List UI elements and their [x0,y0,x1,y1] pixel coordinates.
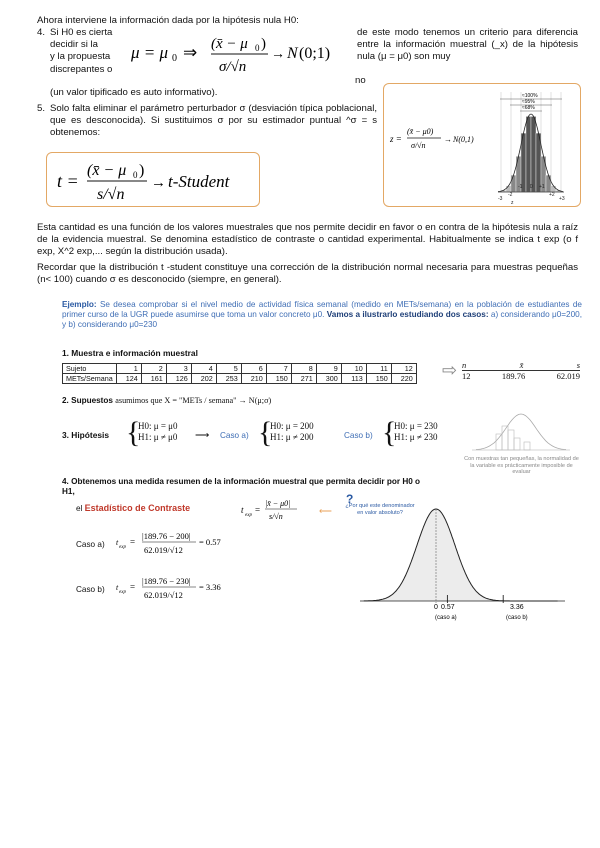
normal-figure-box [383,83,581,207]
item4-left-line: discrepantes o [50,63,113,75]
item4-left-line: y la propuesta [50,51,111,63]
svg-text:t =: t = [57,171,79,191]
svg-text:→: → [151,175,166,191]
table-cell-subject: 2 [141,364,166,374]
table-cell-subject: 8 [291,364,316,374]
t-distribution-graphic [350,495,575,630]
svg-text:62.019/√12: 62.019/√12 [144,545,183,555]
sample-summary [462,360,580,381]
axis-z-label: z [511,200,514,206]
example-cases: a) considerando μ0=200, y b) considerando μ0=230 [62,310,582,329]
item4-tail: no [355,75,366,86]
axis-label: +3 [559,196,565,202]
pct-label: ≈95% [522,99,535,105]
case-a-formula-graphic [116,528,246,558]
svg-text:σ/√n: σ/√n [411,141,426,150]
statistic-label: Estadístico de Contraste [84,503,191,513]
svg-text:exp: exp [119,590,126,595]
curve-label: 0.57 [441,604,455,611]
table-cell-subject: 10 [341,364,366,374]
example-text [62,300,582,330]
section3-title: 3. Hipótesis [62,430,110,440]
statistic-formula-graphic [241,495,316,525]
hyp-line: H1: μ ≠ 200 [270,432,314,442]
case-b-formula [116,573,246,603]
svg-text:exp: exp [119,545,126,550]
axis-label: -1 [518,184,523,190]
normal-bar [531,116,536,192]
table-cell-value: 210 [241,374,266,384]
svg-text:s/√n: s/√n [269,512,283,521]
paragraph-tstudent: Recordar que la distribución t -student constituye una corrección de la distribución normal necesaria para muestras pequeñas (n< 100) cuando σ es desconocido (siempre, en general). [37,262,578,286]
table-cell-subject: 3 [166,364,191,374]
svg-text:t: t [241,505,244,515]
arrow-right-icon: ⟶ [195,430,210,441]
hyp-line: H0: μ = 200 [270,421,314,431]
case-b-label-4: Caso b) [76,585,105,594]
section4-title: 4. Obtenemos una medida resumen de la información muestral que permita decidir por H0 o H1, [62,477,421,496]
table-cell-value: 113 [341,374,366,384]
t-distribution-chart [350,495,575,630]
hyp-line: H0: μ = μ0 [138,421,178,431]
normality-sketch-graphic [466,404,576,456]
case-a-label-4: Caso a) [76,540,105,549]
svg-text:(0;1): (0;1) [299,45,331,62]
svg-text:N(0,1): N(0,1) [453,135,474,144]
table-cell-subject: 1 [116,364,141,374]
case-b-label: Caso b) [344,431,373,440]
normal-bar [526,116,531,192]
example-label: Ejemplo: [62,300,97,309]
svg-text:μ = μ: μ = μ [131,43,169,62]
table-cell-subject: 6 [241,364,266,374]
svg-text:=: = [130,582,136,592]
table-cell-subject: 12 [391,364,416,374]
svg-text:(x̄ − μ: (x̄ − μ [211,36,248,52]
summary-header: s [576,360,580,370]
tstudent-formula-graphic [47,153,259,206]
curve-label: 3.36 [510,604,524,611]
brace-icon: { [382,416,397,449]
case-a-label: Caso a) [220,431,249,440]
table-cell-value: 202 [191,374,216,384]
section2-text: asumimos que X = "METs / semana" → N(μ;σ) [115,396,272,405]
normality-sketch [466,404,576,456]
hyp-case-a [270,421,314,443]
sample-table-wrap [62,363,417,384]
table-cell-value: 124 [116,374,141,384]
summary-values [462,371,580,381]
svg-text:=: = [255,505,261,515]
svg-text:N: N [287,45,298,62]
item4-last-line: (un valor tipificado es auto informativo). [50,87,218,98]
tstudent-formula-box [46,152,260,207]
item4-left-line: decidir si la [50,39,98,51]
item4-right-text: de este modo tenemos un criterio para diferencia entre la información muestral (_x) de la hipótesis nula (μ = μ0) son muy [357,27,578,63]
section4-statistic-line [76,503,190,514]
table-cell-value: 150 [366,374,391,384]
sample-table [62,363,417,384]
callout-text: ¿Por qué este denominador en valor absoluto? [345,503,415,516]
svg-text:= 3.36: = 3.36 [199,582,221,592]
svg-text:exp: exp [245,513,252,518]
svg-text:(x̄ − μ: (x̄ − μ [87,162,127,179]
table-row-header: METs/Semana [63,374,117,384]
summary-value: 189.76 [501,371,526,381]
item4-left-text [50,27,130,76]
svg-text:t-Student: t-Student [168,172,230,191]
table-row-header: Sujeto [63,364,117,374]
summary-header: x̄ [519,360,524,370]
svg-text:|189.76 − 200|: |189.76 − 200| [142,531,191,541]
table-cell-subject: 9 [316,364,341,374]
axis-label: 0 [530,184,533,190]
table-cell-subject: 5 [216,364,241,374]
item5-text: Solo falta eliminar el parámetro perturbador σ (desviación típica poblacional, que es desconocida). Si sustituimos σ por su estimador puntual ^σ = s obtenemos: [50,103,377,139]
svg-text:(x̄ − μ0): (x̄ − μ0) [407,127,434,136]
axis-label: +2 [549,192,555,198]
svg-text:0: 0 [133,170,138,180]
svg-text:s/√n: s/√n [97,186,125,203]
curve-case-label: (caso b) [506,615,528,621]
table-cell-value: 161 [141,374,166,384]
normal-bar [546,175,551,192]
normal-bar [511,175,516,192]
normality-note: Con muestras tan pequeñas, la normalidad de la variable es prácticamente imposible de evaluar [464,456,579,476]
case-a-formula [116,528,246,558]
svg-text:→: → [271,47,285,62]
table-cell-value: 253 [216,374,241,384]
table-cell-value: 300 [316,374,341,384]
pct-label: ≈68% [522,105,535,111]
hyp-general [138,421,177,443]
hyp-line: H1: μ ≠ 230 [394,432,438,442]
axis-label: -3 [498,196,503,202]
svg-text:0: 0 [172,53,177,64]
table-cell-value: 126 [166,374,191,384]
curve-case-label: (caso a) [435,615,457,621]
svg-text:σ/√n: σ/√n [219,59,247,75]
svg-text:z =: z = [390,134,402,144]
table-cell-value: 271 [291,374,316,384]
case-b-formula-graphic [116,573,246,603]
statistic-formula [241,495,316,525]
summary-header: n [462,360,467,370]
svg-text:= 0.57: = 0.57 [199,537,221,547]
section2-title: 2. Supuestos [62,396,113,405]
example-bold: Vamos a ilustrarlo estudiando dos casos: [326,310,489,319]
svg-text:): ) [139,162,145,179]
svg-text:⇒: ⇒ [183,43,198,62]
axis-label: +1 [539,184,545,190]
table-cell-subject: 11 [366,364,391,374]
table-cell-value: 150 [266,374,291,384]
section1-title: 1. Muestra e información muestral [62,348,198,358]
brace-icon: { [126,416,141,449]
header-text: Ahora interviene la información dada por la hipótesis nula H0: [37,15,299,26]
statistic-prefix: el [76,504,83,513]
summary-value: 62.019 [556,371,580,381]
svg-text:t: t [116,583,119,592]
axis-label: -2 [508,192,513,198]
svg-text:=: = [130,537,136,547]
svg-text:): ) [261,36,266,52]
item4-left-line: Si H0 es cierta [50,27,113,38]
table-cell-subject: 7 [266,364,291,374]
arrow-left-icon: ⟵ [319,506,332,516]
item4-formula [131,28,353,78]
hyp-line: H1: μ ≠ μ0 [138,432,178,442]
summary-value: 12 [462,371,471,381]
item4-formula-graphic [131,28,353,78]
svg-text:t: t [116,538,119,547]
item5-number: 5. [37,103,46,114]
svg-text:|x̄ − μ0|: |x̄ − μ0| [265,499,291,508]
svg-text:0: 0 [255,43,260,53]
question-icon: ? [346,492,354,506]
hyp-line: H0: μ = 230 [394,421,438,431]
hyp-case-b [394,421,438,443]
pct-label: ≈100% [522,93,538,99]
brace-icon: { [258,416,273,449]
arrow-icon: ⇨ [442,360,458,380]
svg-text:|189.76 − 230|: |189.76 − 230| [142,576,191,586]
paragraph-statistic: Esta cantidad es una función de los valores muestrales que nos permite decidir en favor o en contra de la hipótesis nula a raíz de la evidencia muestral. Se denomina estadístico de contraste o cantidad experimental. Habitualmente se indica t exp (o f exp, X^2 exp,... según la distribución usada). [37,222,578,258]
item4-number: 4. [37,27,46,38]
table-cell-subject: 4 [191,364,216,374]
section2 [62,396,271,406]
summary-headers [462,360,580,371]
svg-text:→: → [444,135,452,144]
svg-text:62.019/√12: 62.019/√12 [144,590,183,600]
table-cell-value: 220 [391,374,416,384]
example-body: Se desea comprobar si el nivel medio de actividad física semanal (medido en METs/semana) en la población de estudiantes de primer curso de la UGR puede asumirse que toma un valor concreto μ0. [62,300,582,319]
normal-figure-graphic [384,84,580,206]
curve-label: 0 [434,604,438,611]
